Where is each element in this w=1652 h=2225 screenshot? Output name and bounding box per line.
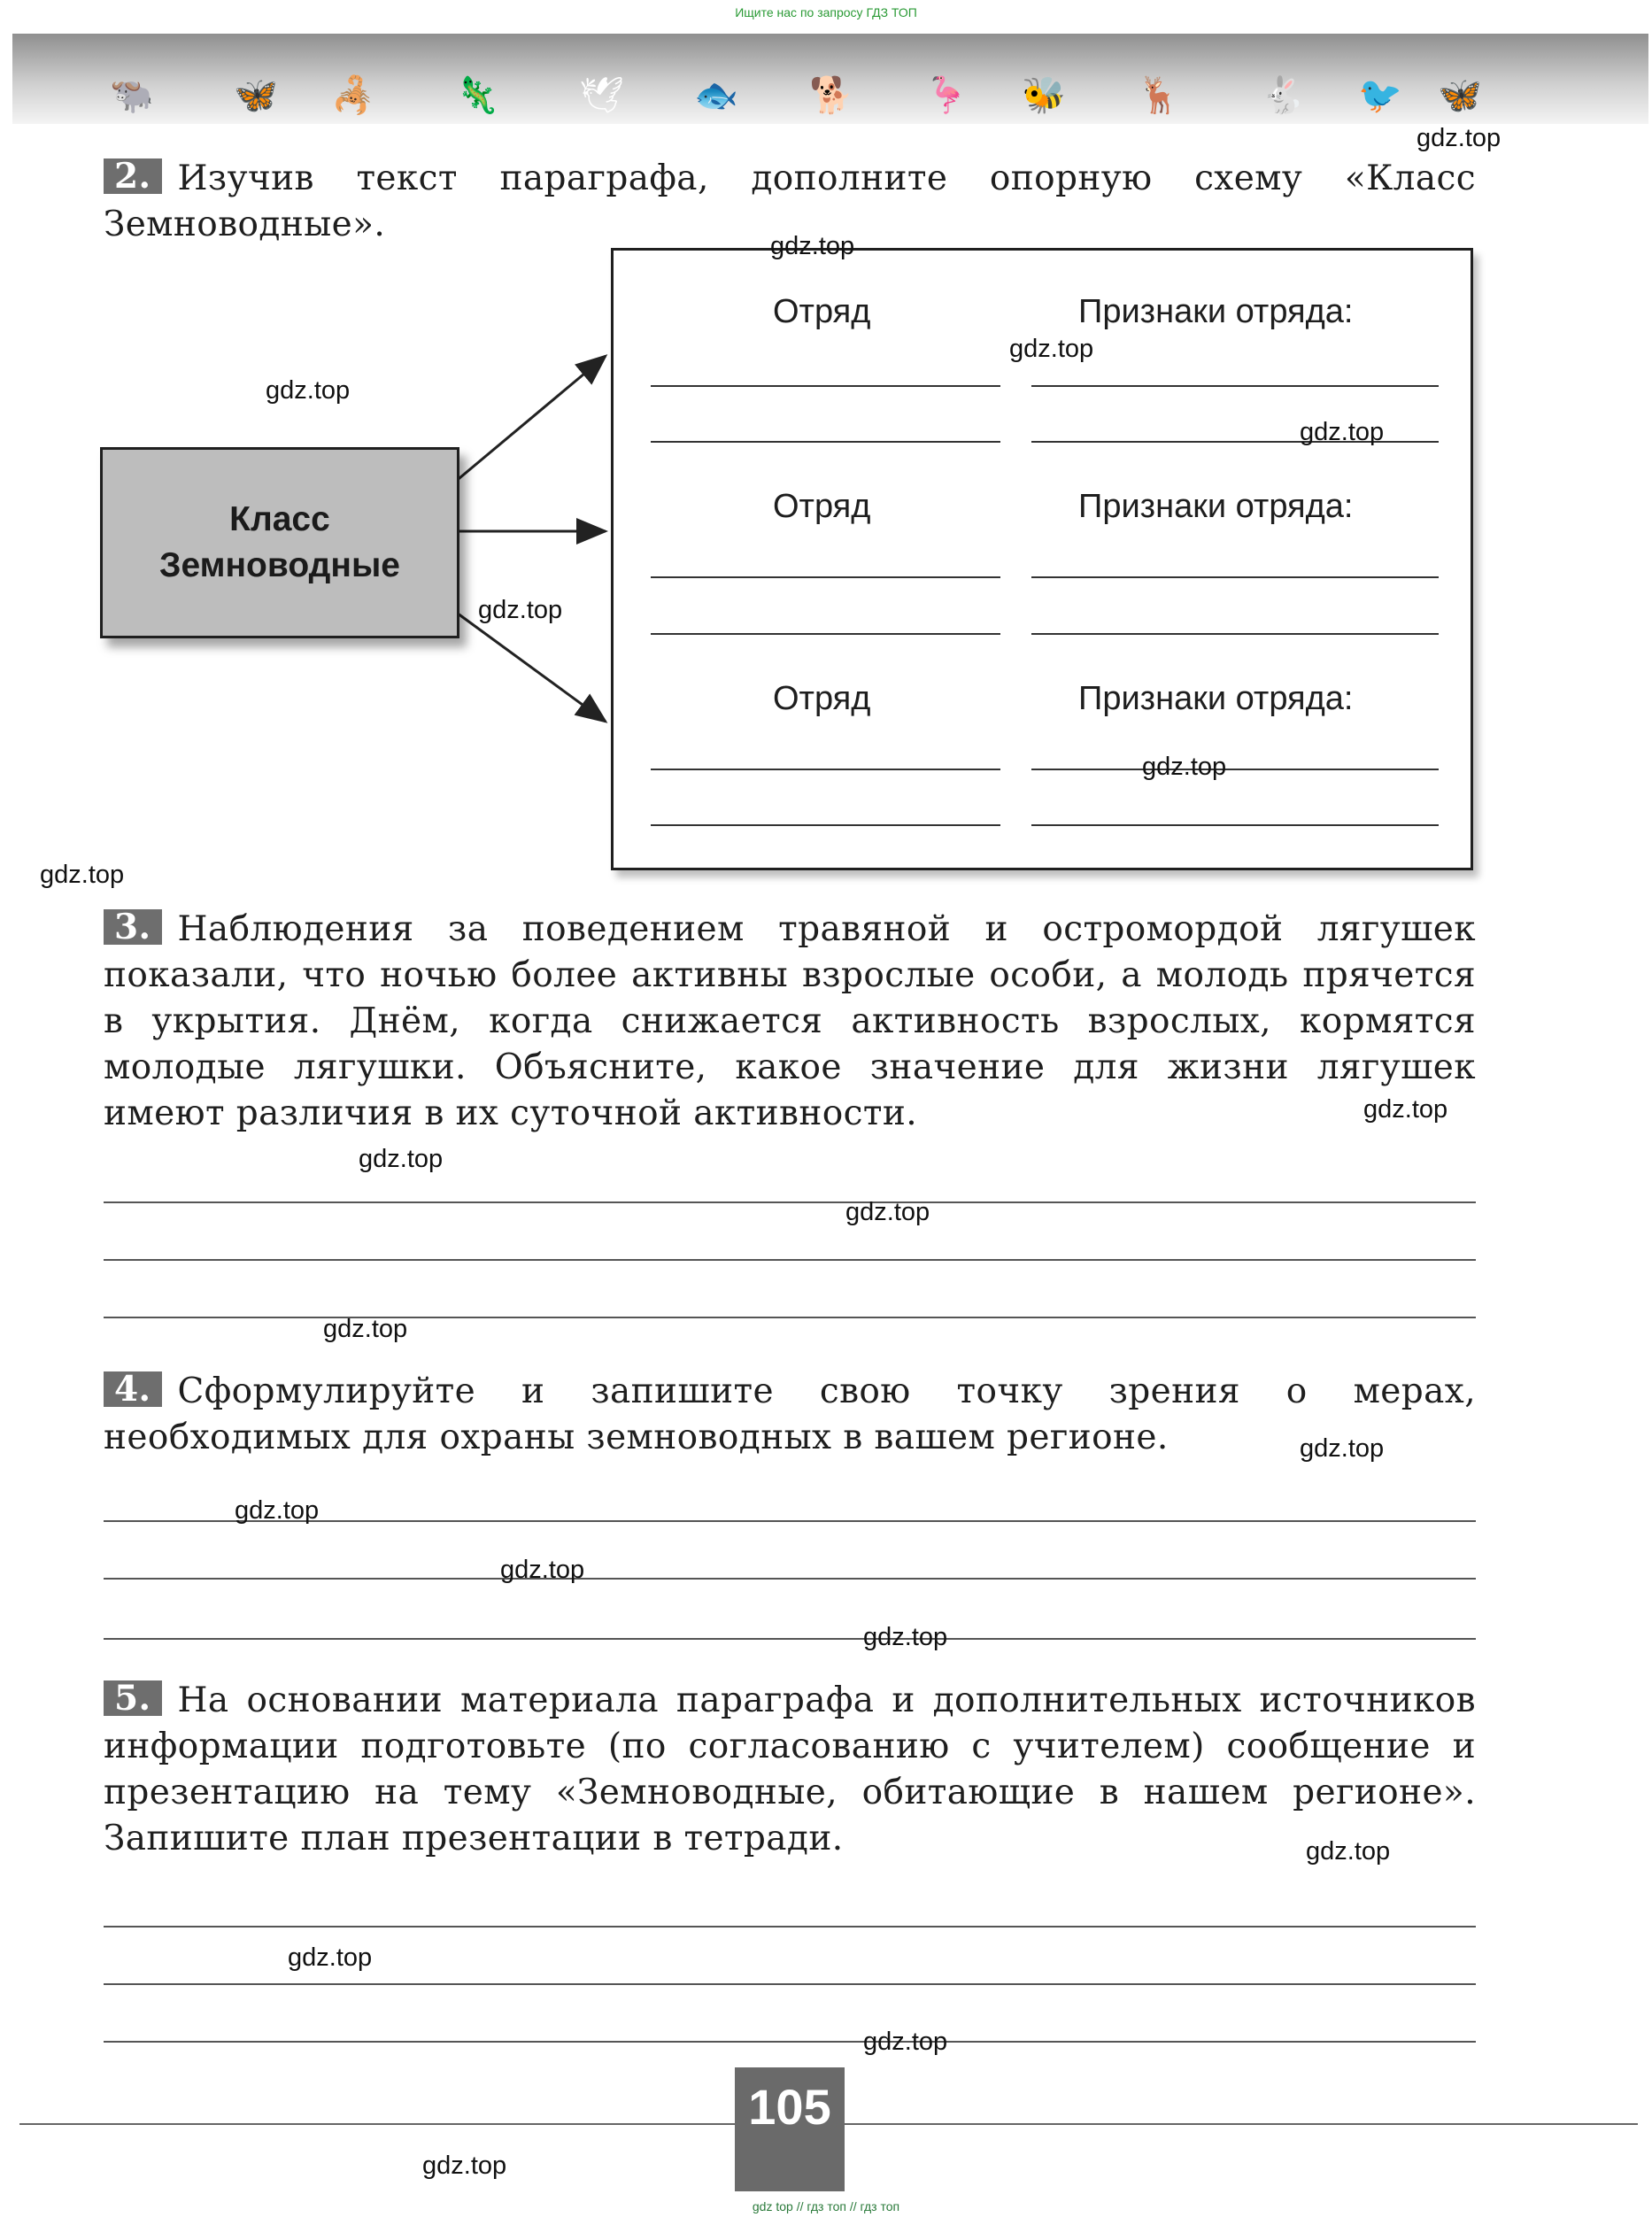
answer-line[interactable] <box>104 1578 1476 1580</box>
watermark: gdz.top <box>863 1623 948 1651</box>
task-number-badge: 5. <box>104 1680 162 1716</box>
order-label: Отряд <box>773 488 871 525</box>
features-label: Признаки отряда: <box>1078 293 1354 330</box>
bottom-note: gdz top // гдз топ // гдз топ <box>752 2199 900 2213</box>
task-text: Изучив текст параграфа, дополните опорную схему «Класс Земноводные». <box>104 158 1476 244</box>
task-3 <box>104 907 1476 1137</box>
task-number-badge: 4. <box>104 1371 162 1407</box>
class-box-line1: Класс <box>229 500 330 538</box>
order-write-line[interactable] <box>651 824 1000 826</box>
insect-icon: 🐝 <box>1022 76 1066 115</box>
watermark: gdz.top <box>770 232 855 260</box>
order-label: Отряд <box>773 680 871 717</box>
features-label: Признаки отряда: <box>1078 488 1354 525</box>
answer-line[interactable] <box>104 1638 1476 1640</box>
watermark: gdz.top <box>40 861 125 889</box>
features-write-line[interactable] <box>1031 385 1439 387</box>
bison-icon: 🐃 <box>110 76 154 115</box>
answer-line[interactable] <box>104 1317 1476 1318</box>
order-write-line[interactable] <box>651 576 1000 578</box>
task-text: Сформулируйте и запишите свою точку зрения о мерах, необходимых для охраны земноводных в вашем регионе. <box>104 1371 1476 1457</box>
deer-icon: 🦌 <box>1137 76 1181 115</box>
watermark: gdz.top <box>422 2152 507 2180</box>
answer-line[interactable] <box>104 2041 1476 2043</box>
watermark: gdz.top <box>1306 1837 1391 1866</box>
top-search-note: Ищите нас по запросу ГДЗ ТОП <box>735 5 917 19</box>
watermark: gdz.top <box>478 596 563 624</box>
watermark: gdz.top <box>845 1198 930 1226</box>
answer-line[interactable] <box>104 1926 1476 1928</box>
order-write-line[interactable] <box>651 441 1000 443</box>
order-write-line[interactable] <box>651 633 1000 635</box>
answer-line[interactable] <box>104 1259 1476 1261</box>
order-label: Отряд <box>773 293 871 330</box>
features-write-line[interactable] <box>1031 769 1439 770</box>
lizard-icon: 🦎 <box>455 76 499 115</box>
watermark: gdz.top <box>1363 1095 1448 1124</box>
order-write-line[interactable] <box>651 385 1000 387</box>
arrow-to-order-3 <box>454 611 606 722</box>
bird2-icon: 🐦 <box>1358 76 1402 115</box>
watermark: gdz.top <box>1009 335 1094 363</box>
order-write-line[interactable] <box>651 769 1000 770</box>
watermark: gdz.top <box>1300 1434 1385 1463</box>
watermark: gdz.top <box>323 1315 408 1343</box>
task-4 <box>104 1369 1476 1461</box>
watermark: gdz.top <box>863 2028 948 2056</box>
task-5 <box>104 1678 1476 1862</box>
butterfly2-icon: 🦋 <box>1438 76 1482 115</box>
answer-line[interactable] <box>104 1201 1476 1203</box>
rabbit-icon: 🐇 <box>1261 76 1305 115</box>
task-number-badge: 2. <box>104 158 162 194</box>
task-number-badge: 3. <box>104 909 162 945</box>
watermark: gdz.top <box>500 1556 585 1584</box>
class-box-line2: Земноводные <box>159 546 400 584</box>
answer-line[interactable] <box>104 1983 1476 1985</box>
scorpion-icon: 🦂 <box>331 76 375 115</box>
watermark: gdz.top <box>1300 418 1385 446</box>
class-amphibians-box <box>100 447 459 638</box>
heron-icon: 🦩 <box>924 76 969 115</box>
watermark: gdz.top <box>235 1496 320 1525</box>
watermark: gdz.top <box>1142 753 1227 781</box>
watermark: gdz.top <box>266 376 351 405</box>
features-label: Признаки отряда: <box>1078 680 1354 717</box>
watermark: gdz.top <box>288 1943 373 1972</box>
dog-icon: 🐕 <box>809 76 853 115</box>
watermark: gdz.top <box>359 1145 444 1173</box>
arrow-to-order-1 <box>454 356 606 483</box>
task-text: На основании материала параграфа и дополнительных источников информации подготовьте (по согласованию с учителем) сообщение и презентацию на тему «Земноводные, обитающие в нашем регионе». Запишите план презентации в тетради. <box>104 1680 1476 1858</box>
task-text: Наблюдения за поведением травяной и остромордой лягушек показали, что ночью более активны взрослые особи, а молодь прячется в укрытия. Днём, когда снижается активность взрослых, кормятся молодые лягушки. Объясните, какое значение для жизни лягушек имеют различия в их суточной активности. <box>104 909 1476 1133</box>
features-write-line[interactable] <box>1031 633 1439 635</box>
bird-icon: 🕊 <box>579 76 624 115</box>
butterfly-icon: 🦋 <box>234 76 278 115</box>
page-number: 105 <box>735 2067 845 2191</box>
features-write-line[interactable] <box>1031 824 1439 826</box>
features-write-line[interactable] <box>1031 576 1439 578</box>
fish-icon: 🐟 <box>694 76 738 115</box>
watermark: gdz.top <box>1417 124 1501 152</box>
